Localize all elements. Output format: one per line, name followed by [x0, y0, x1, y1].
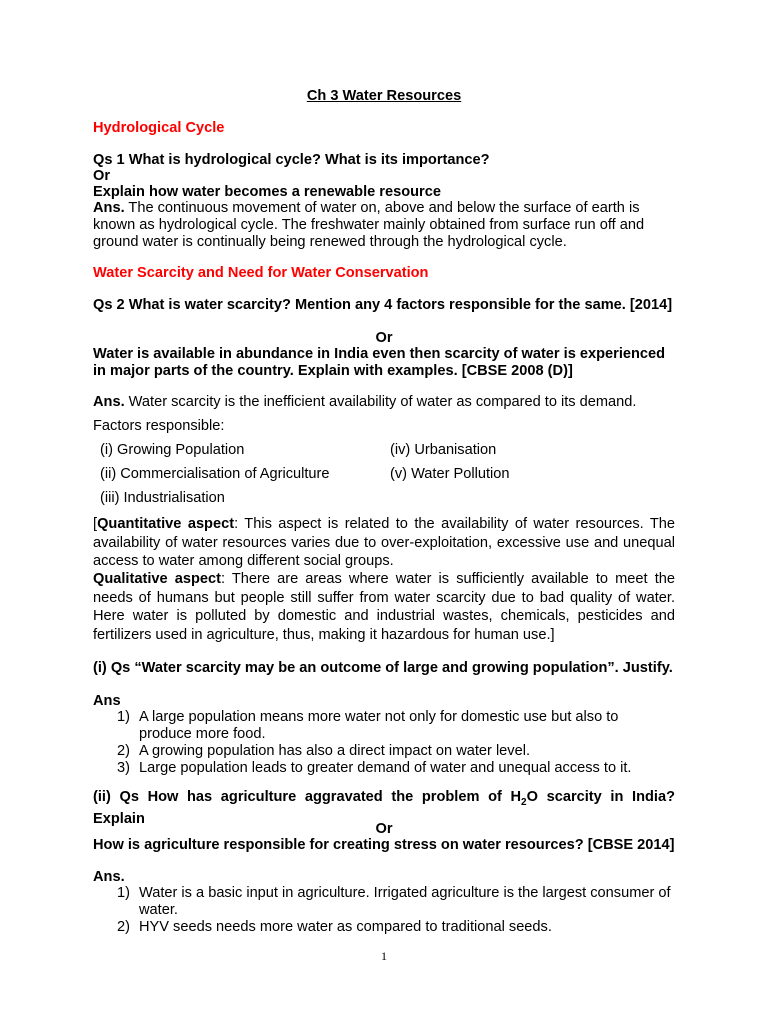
list-number: 2) [117, 919, 130, 935]
section-heading-hydrological-cycle: Hydrological Cycle [93, 120, 225, 136]
factor-item: (i) Growing Population [100, 442, 245, 458]
or-separator: Or [375, 821, 393, 837]
list-number: 1) [117, 709, 130, 725]
list-number: 3) [117, 760, 130, 776]
list-text: Large population leads to greater demand of water and unequal access to it. [139, 760, 632, 776]
answer-label: Ans. [93, 394, 125, 410]
factor-item: (v) Water Pollution [390, 466, 510, 482]
question-text: (ii) Qs How has agriculture aggravated the problem of H [93, 789, 522, 805]
answer-1 [93, 200, 675, 251]
list-number: 2) [117, 743, 130, 759]
answer-list [93, 709, 675, 777]
question-1-alt: Explain how water becomes a renewable resource [93, 184, 441, 200]
factor-item: (iv) Urbanisation [390, 442, 497, 458]
list-item [93, 919, 675, 936]
answer-text: Water scarcity is the inefficient availability of water as compared to its demand. [124, 394, 637, 410]
list-text: Water is a basic input in agriculture. Irrigated agriculture is the largest consumer of water. [139, 885, 671, 918]
list-text: A large population means more water not only for domestic use but also to produce more food. [139, 709, 619, 742]
list-item [93, 709, 675, 743]
qualitative-label: Qualitative aspect [93, 571, 221, 587]
quantitative-aspect [93, 515, 675, 571]
answer-label: Ans. [93, 200, 125, 216]
page-number: 1 [381, 949, 387, 963]
factor-item: (ii) Commercialisation of Agriculture [100, 466, 330, 482]
list-item [93, 743, 675, 760]
qualitative-aspect [93, 570, 675, 644]
qualitative-text: : There are areas where water is sufficiently available to meet the needs of humans but people still suffer from water scarcity due to bad quality of water. Here water is polluted by domestic and industrial wastes, chemicals, pesticides and fertilizers used in agriculture, thus, making it hazardous for human use.] [93, 571, 675, 643]
list-number: 1) [117, 885, 130, 901]
question-2: Qs 2 What is water scarcity? Mention any 4 factors responsible for the same. [2014] [93, 297, 673, 313]
question-i: (i) Qs “Water scarcity may be an outcome of large and growing population”. Justify. [93, 660, 673, 676]
subscript: 2 [521, 796, 527, 808]
answer-label: Ans. [93, 869, 125, 885]
list-text: HYV seeds needs more water as compared to traditional seeds. [139, 919, 552, 935]
or-separator: Or [375, 330, 393, 346]
quantitative-label: Quantitative aspect [97, 516, 235, 532]
question-2-alt: Water is available in abundance in India even then scarcity of water is experienced in major parts of the country. Explain with examples. [CBSE 2008 (D)] [93, 346, 666, 379]
answer-2 [93, 394, 675, 411]
factors-label: Factors responsible: [93, 418, 225, 434]
answer-text: The continuous movement of water on, above and below the surface of earth is known as hydrological cycle. The freshwater mainly obtained from surface run off and ground water is continually being renewed through the hydrological cycle. [93, 200, 645, 250]
list-item [93, 885, 675, 919]
question-text: O scarcity in India? Explain [93, 789, 675, 827]
factor-item: (iii) Industrialisation [100, 490, 225, 506]
list-text: A growing population has also a direct impact on water level. [139, 743, 531, 759]
section-heading-water-scarcity: Water Scarcity and Need for Water Conservation [93, 265, 429, 281]
list-item [93, 760, 675, 777]
question-1: Qs 1 What is hydrological cycle? What is its importance? [93, 152, 490, 168]
answer-label: Ans [93, 693, 121, 709]
quantitative-text: : This aspect is related to the availability of water resources. The availability of water resources varies due to over-exploitation, excessive use and unequal access to water among different social groups. [93, 516, 675, 569]
answer-list [93, 885, 675, 936]
or-separator: Or [93, 168, 111, 184]
page-title: Ch 3 Water Resources [306, 88, 462, 104]
bracket: [ [93, 516, 98, 532]
question-ii-alt: How is agriculture responsible for creating stress on water resources? [CBSE 2014] [93, 837, 675, 853]
